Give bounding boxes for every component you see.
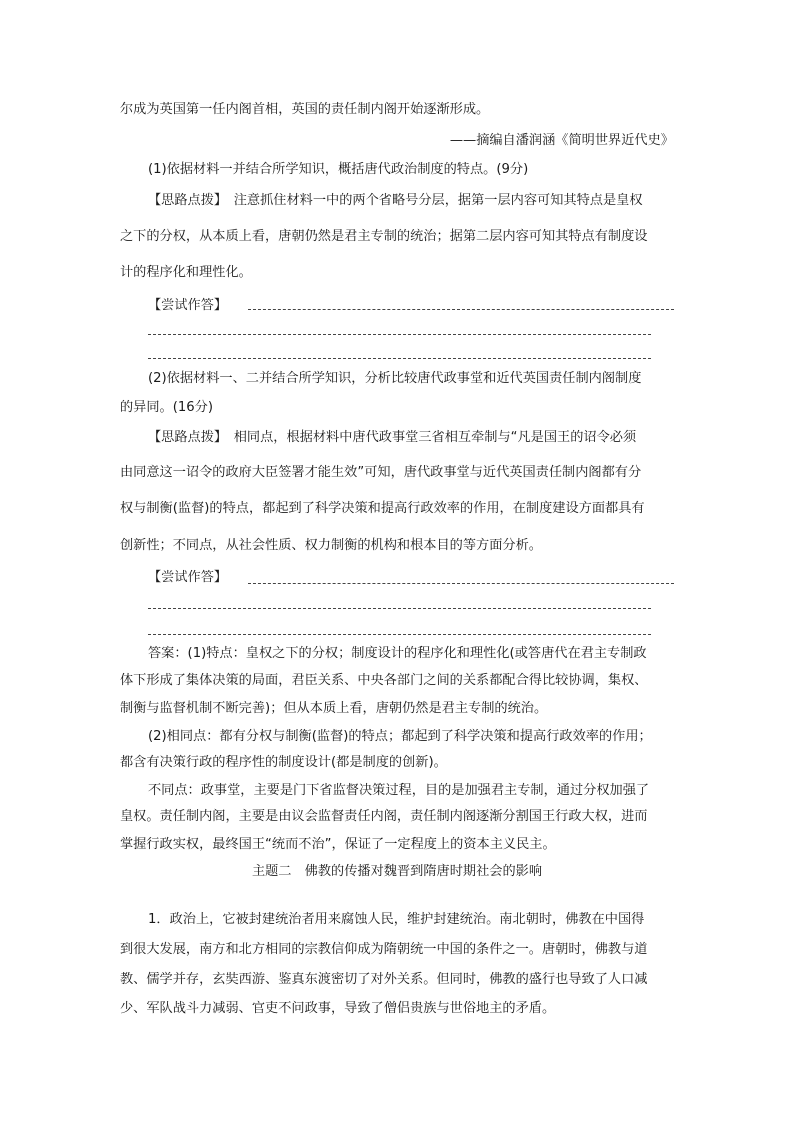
paragraph-line: 到很大发展，南方和北方相同的宗教信仰成为隋朝统一中国的条件之一。唐朝时，佛教与道 xyxy=(120,942,648,957)
hint-1-line: 【思路点拨】 注意抓住材料一中的两个省略号分层，据第一层内容可知其特点是皇权 xyxy=(148,193,643,208)
answer-line-text: 掌握行政实权，最终国王“统而不治”，保证了一定程度上的资本主义民主。 xyxy=(120,837,556,852)
hint-2-line: 创新性；不同点，从社会性质、权力制衡的机构和根本目的等方面分析。 xyxy=(120,538,542,553)
answer-line[interactable] xyxy=(148,334,651,335)
answer-line[interactable] xyxy=(248,583,674,584)
hint-2-line: 权与制衡(监督)的特点，都起到了科学决策和提高行政效率的作用，在制度建设方面都具有 xyxy=(120,501,645,516)
answer-line[interactable] xyxy=(148,608,651,609)
hint-2-line: 【思路点拨】 相同点，根据材料中唐代政事堂三省相互牵制与“凡是国王的诏令必须 xyxy=(148,430,637,445)
hint-1-line: 之下的分权，从本质上看，唐朝仍然是君主专制的统治；据第二层内容可知其特点有制度设 xyxy=(120,229,648,244)
paragraph-line: 少、军队战斗力减弱、官吏不问政事，导致了僧侣贵族与世俗地主的矛盾。 xyxy=(120,1001,556,1016)
material-source: ——摘编自潘润涵《简明世界近代史》 xyxy=(449,133,674,148)
question-2-line: (2)依据材料一、二并结合所学知识，分析比较唐代政事堂和近代英国责任制内阁制度 xyxy=(148,371,642,386)
question-1: (1)依据材料一并结合所学知识，概括唐代政治制度的特点。(9分) xyxy=(148,162,529,177)
answer-line-text: 皇权。责任制内阁，主要是由议会监督责任内阁，责任制内阁逐渐分割国王行政大权，进而 xyxy=(120,809,648,824)
answer-line[interactable] xyxy=(148,634,651,635)
answer-line-text: (2)相同点：都有分权与制衡(监督)的特点；都起到了科学决策和提高行政效率的作用； xyxy=(148,729,652,744)
try-answer-label: 【尝试作答】 xyxy=(148,570,228,585)
hint-1-line: 计的程序化和理性化。 xyxy=(120,265,252,280)
answer-line-text: 不同点：政事堂，主要是门下省监督决策过程，目的是加强君主专制，通过分权加强了 xyxy=(148,783,650,798)
answer-line-text: 制衡与监督机制不断完善)；但从本质上看，唐朝仍然是君主专制的统治。 xyxy=(120,701,548,716)
answer-line-text: 体下形成了集体决策的局面，君臣关系、中央各部门之间的关系都配合得比较协调，集权、 xyxy=(120,673,648,688)
paragraph-line: 1．政治上，它被封建统治者用来腐蚀人民，维护封建统治。南北朝时，佛教在中国得 xyxy=(148,912,645,927)
answer-line[interactable] xyxy=(248,309,674,310)
answer-line-text: 都含有决策行政的程序性的制度设计(都是制度的创新)。 xyxy=(120,755,447,770)
section-title: 主题二 佛教的传播对魏晋到隋唐时期社会的影响 xyxy=(251,864,543,879)
material-text-line: 尔成为英国第一任内阁首相，英国的责任制内阁开始逐渐形成。 xyxy=(120,102,490,117)
question-2-line: 的异同。(16分) xyxy=(120,400,214,415)
paragraph-line: 教、儒学并存，玄奘西游、鉴真东渡密切了对外关系。但同时，佛教的盛行也导致了人口减 xyxy=(120,972,648,987)
try-answer-label: 【尝试作答】 xyxy=(148,298,228,313)
answer-line[interactable] xyxy=(148,358,651,359)
hint-2-line: 由同意这一诏令的政府大臣签署才能生效”可知，唐代政事堂与近代英国责任制内阁都有分 xyxy=(120,465,642,480)
answer-line-text: 答案：(1)特点：皇权之下的分权；制度设计的程序化和理性化(或答唐代在君主专制政 xyxy=(148,646,647,661)
